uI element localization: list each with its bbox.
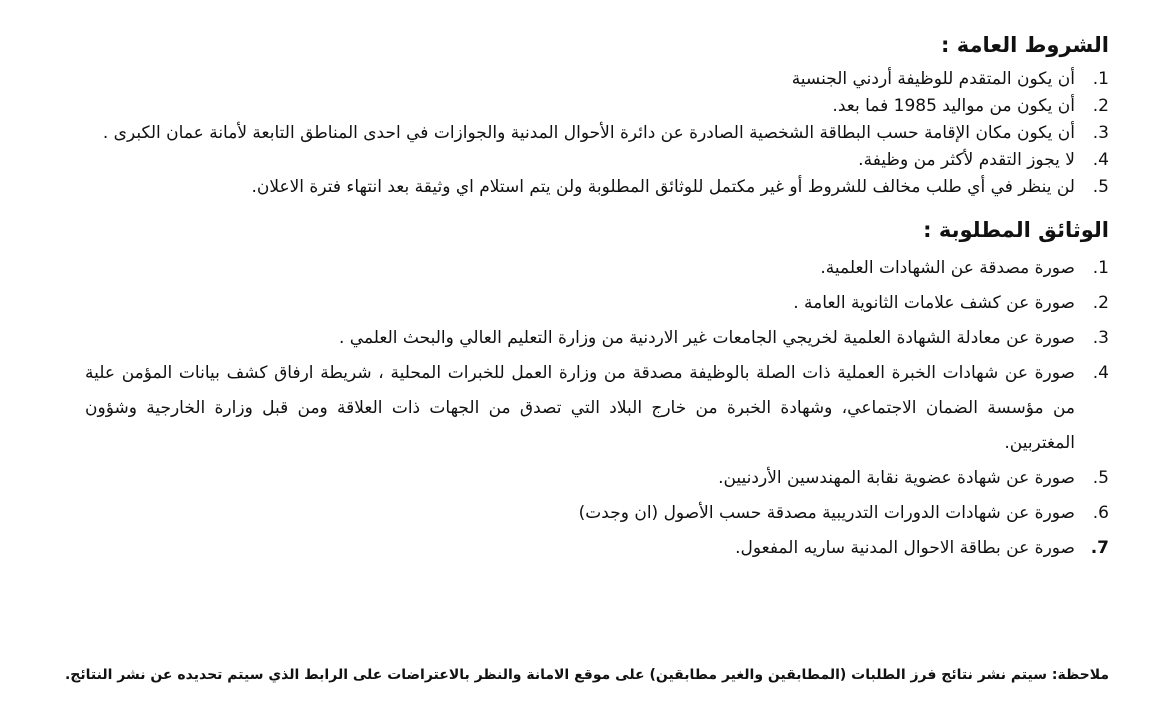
item-number: .3 bbox=[1092, 123, 1109, 143]
item-text: لا يجوز التقدم لأكثر من وظيفة. bbox=[858, 150, 1075, 170]
item-number: .6 bbox=[1092, 503, 1109, 523]
item-text: صورة عن شهادات الدورات التدريبية مصدقة حسب الأصول (ان وجدت) bbox=[578, 503, 1075, 523]
item-text: صورة مصدقة عن الشهادات العلمية. bbox=[820, 258, 1075, 278]
item-number: .1 bbox=[1092, 69, 1109, 89]
item-text: لن ينظر في أي طلب مخالف للشروط أو غير مكتمل للوثائق المطلوبة ولن يتم استلام اي وثيقة بعد انتهاء فترة الاعلان. bbox=[251, 177, 1075, 197]
item-text: أن يكون من مواليد 1985 فما بعد. bbox=[832, 96, 1075, 116]
required-documents-section bbox=[40, 215, 1109, 566]
results-note: ملاحظة: سيتم نشر نتائج فرز الطلبات (المطابقين والغير مطابقين) على موقع الامانة والنظر بالاعتراضات على الرابط الذي سيتم تحديده عن نشر النتائج. bbox=[64, 667, 1109, 683]
list-item bbox=[40, 120, 1109, 147]
item-number: .1 bbox=[1092, 258, 1109, 278]
item-number: .7 bbox=[1090, 538, 1109, 558]
list-item bbox=[40, 174, 1109, 201]
required-documents-heading: الوثائق المطلوبة : bbox=[923, 218, 1109, 242]
item-number: .5 bbox=[1092, 468, 1109, 488]
general-conditions-heading: الشروط العامة : bbox=[941, 33, 1109, 57]
item-text: صورة عن كشف علامات الثانوية العامة . bbox=[793, 293, 1075, 313]
item-number: .4 bbox=[1092, 363, 1109, 383]
item-number: .2 bbox=[1092, 96, 1109, 116]
item-text: صورة عن معادلة الشهادة العلمية لخريجي الجامعات غير الاردنية من وزارة التعليم العالي والبحث العلمي . bbox=[338, 328, 1075, 348]
list-item bbox=[40, 531, 1109, 566]
item-number: .3 bbox=[1092, 328, 1109, 348]
item-text: صورة عن بطاقة الاحوال المدنية ساريه المفعول. bbox=[735, 538, 1075, 558]
list-item bbox=[40, 496, 1109, 531]
list-item bbox=[40, 461, 1109, 496]
list-item bbox=[40, 93, 1109, 120]
general-conditions-section bbox=[40, 30, 1109, 201]
item-text: أن يكون المتقدم للوظيفة أردني الجنسية bbox=[791, 69, 1075, 89]
list-item bbox=[40, 66, 1109, 93]
item-number: .4 bbox=[1092, 150, 1109, 170]
item-text: صورة عن شهادات الخبرة العملية ذات الصلة بالوظيفة مصدقة من وزارة العمل للخبرات المحلية ، شريطة ارفاق كشف بيانات المؤمن علية من مؤسسة الضمان الاجتماعي، وشهادة الخبرة من خارج البلاد التي تصدق من الجهات ذات العلاقة ومن قبل وزارة الخارجية وشؤون المغتربين. bbox=[85, 363, 1075, 453]
required-documents-list bbox=[40, 251, 1109, 566]
document-body bbox=[40, 30, 1109, 566]
item-number: .5 bbox=[1092, 177, 1109, 197]
list-item bbox=[40, 251, 1109, 286]
item-number: .2 bbox=[1092, 293, 1109, 313]
list-item bbox=[40, 147, 1109, 174]
list-item bbox=[40, 356, 1109, 461]
list-item bbox=[40, 286, 1109, 321]
item-text: أن يكون مكان الإقامة حسب البطاقة الشخصية الصادرة عن دائرة الأحوال المدنية والجوازات في احدى المناطق التابعة لأمانة عمان الكبرى . bbox=[102, 123, 1075, 143]
list-item bbox=[40, 321, 1109, 356]
general-conditions-list bbox=[40, 66, 1109, 201]
item-text: صورة عن شهادة عضوية نقابة المهندسين الأردنيين. bbox=[718, 468, 1075, 488]
